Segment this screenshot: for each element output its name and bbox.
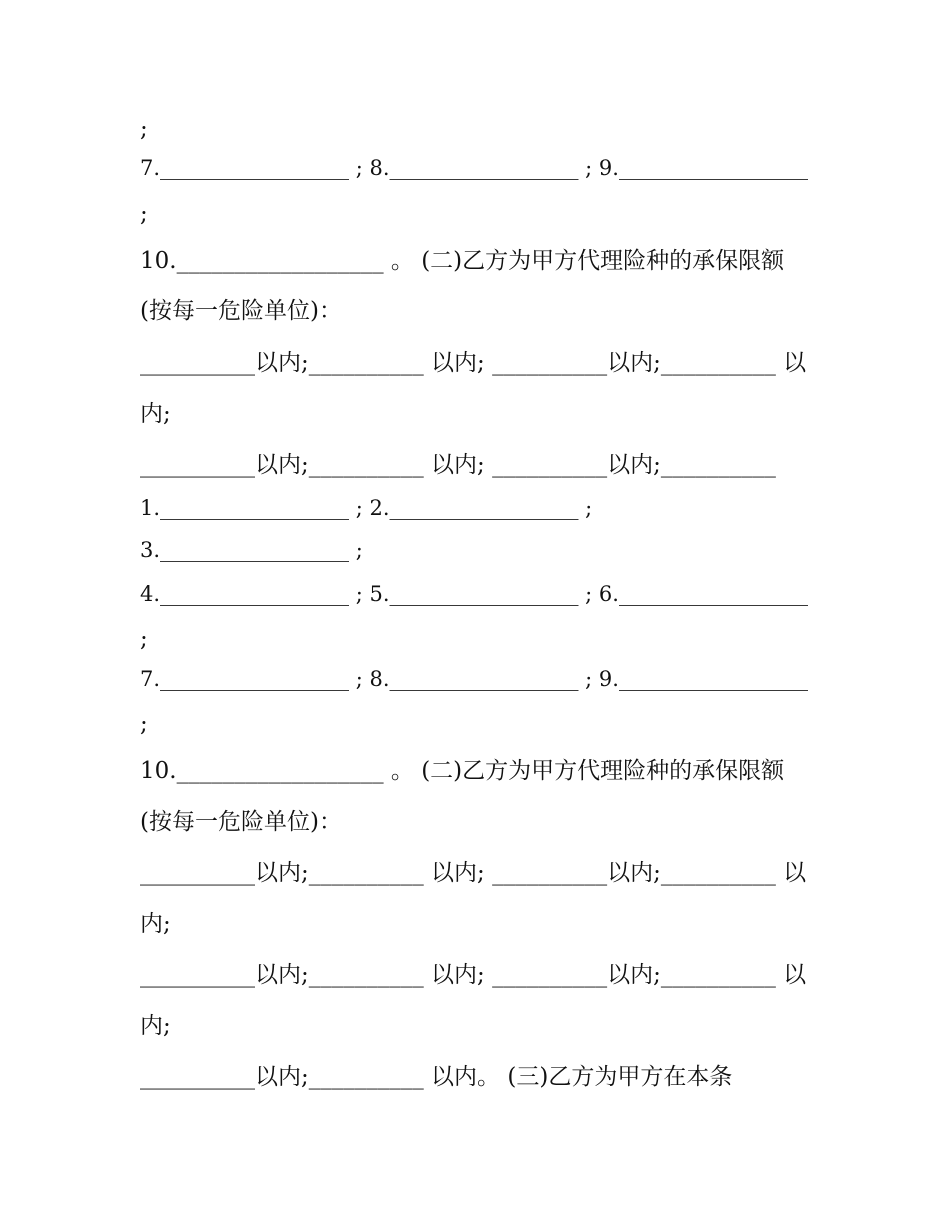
text-line-12: ; — [140, 626, 148, 652]
text-line-15: 10.__________________ 。 (二)乙方为甲方代理险种的承保限额 — [140, 758, 785, 784]
text-line-17: __________以内;__________ 以内; __________以内;__________ 以 — [140, 860, 807, 886]
text-line-8: __________以内;__________ 以内; __________以内;__________ — [140, 452, 776, 478]
text-line-2: 7.__________________ ; 8.__________________ ; 9.__________________ — [140, 156, 808, 180]
text-line-18: 内; — [140, 911, 171, 937]
text-line-21: __________以内;__________ 以内。 (三)乙方为甲方在本条 — [140, 1064, 733, 1090]
text-line-20: 内; — [140, 1013, 171, 1039]
text-line-9: 1.__________________ ; 2.__________________ ; — [140, 496, 593, 520]
text-line-4: 10.__________________ 。 (二)乙方为甲方代理险种的承保限额 — [140, 248, 785, 274]
text-line-5: (按每一危险单位)： — [140, 298, 342, 324]
text-line-10: 3.__________________ ; — [140, 538, 363, 562]
text-line-13: 7.__________________ ; 8.__________________ ; 9.__________________ — [140, 667, 808, 691]
text-line-19: __________以内;__________ 以内; __________以内;__________ 以 — [140, 962, 807, 988]
text-line-6: __________以内;__________ 以内; __________以内;__________ 以 — [140, 350, 807, 376]
text-line-1: ; — [140, 116, 148, 142]
text-line-14: ; — [140, 711, 148, 737]
text-line-16: (按每一危险单位)： — [140, 809, 342, 835]
text-line-3: ; — [140, 201, 148, 227]
text-line-11: 4.__________________ ; 5.__________________ ; 6.__________________ — [140, 582, 808, 606]
text-line-7: 内; — [140, 401, 171, 427]
